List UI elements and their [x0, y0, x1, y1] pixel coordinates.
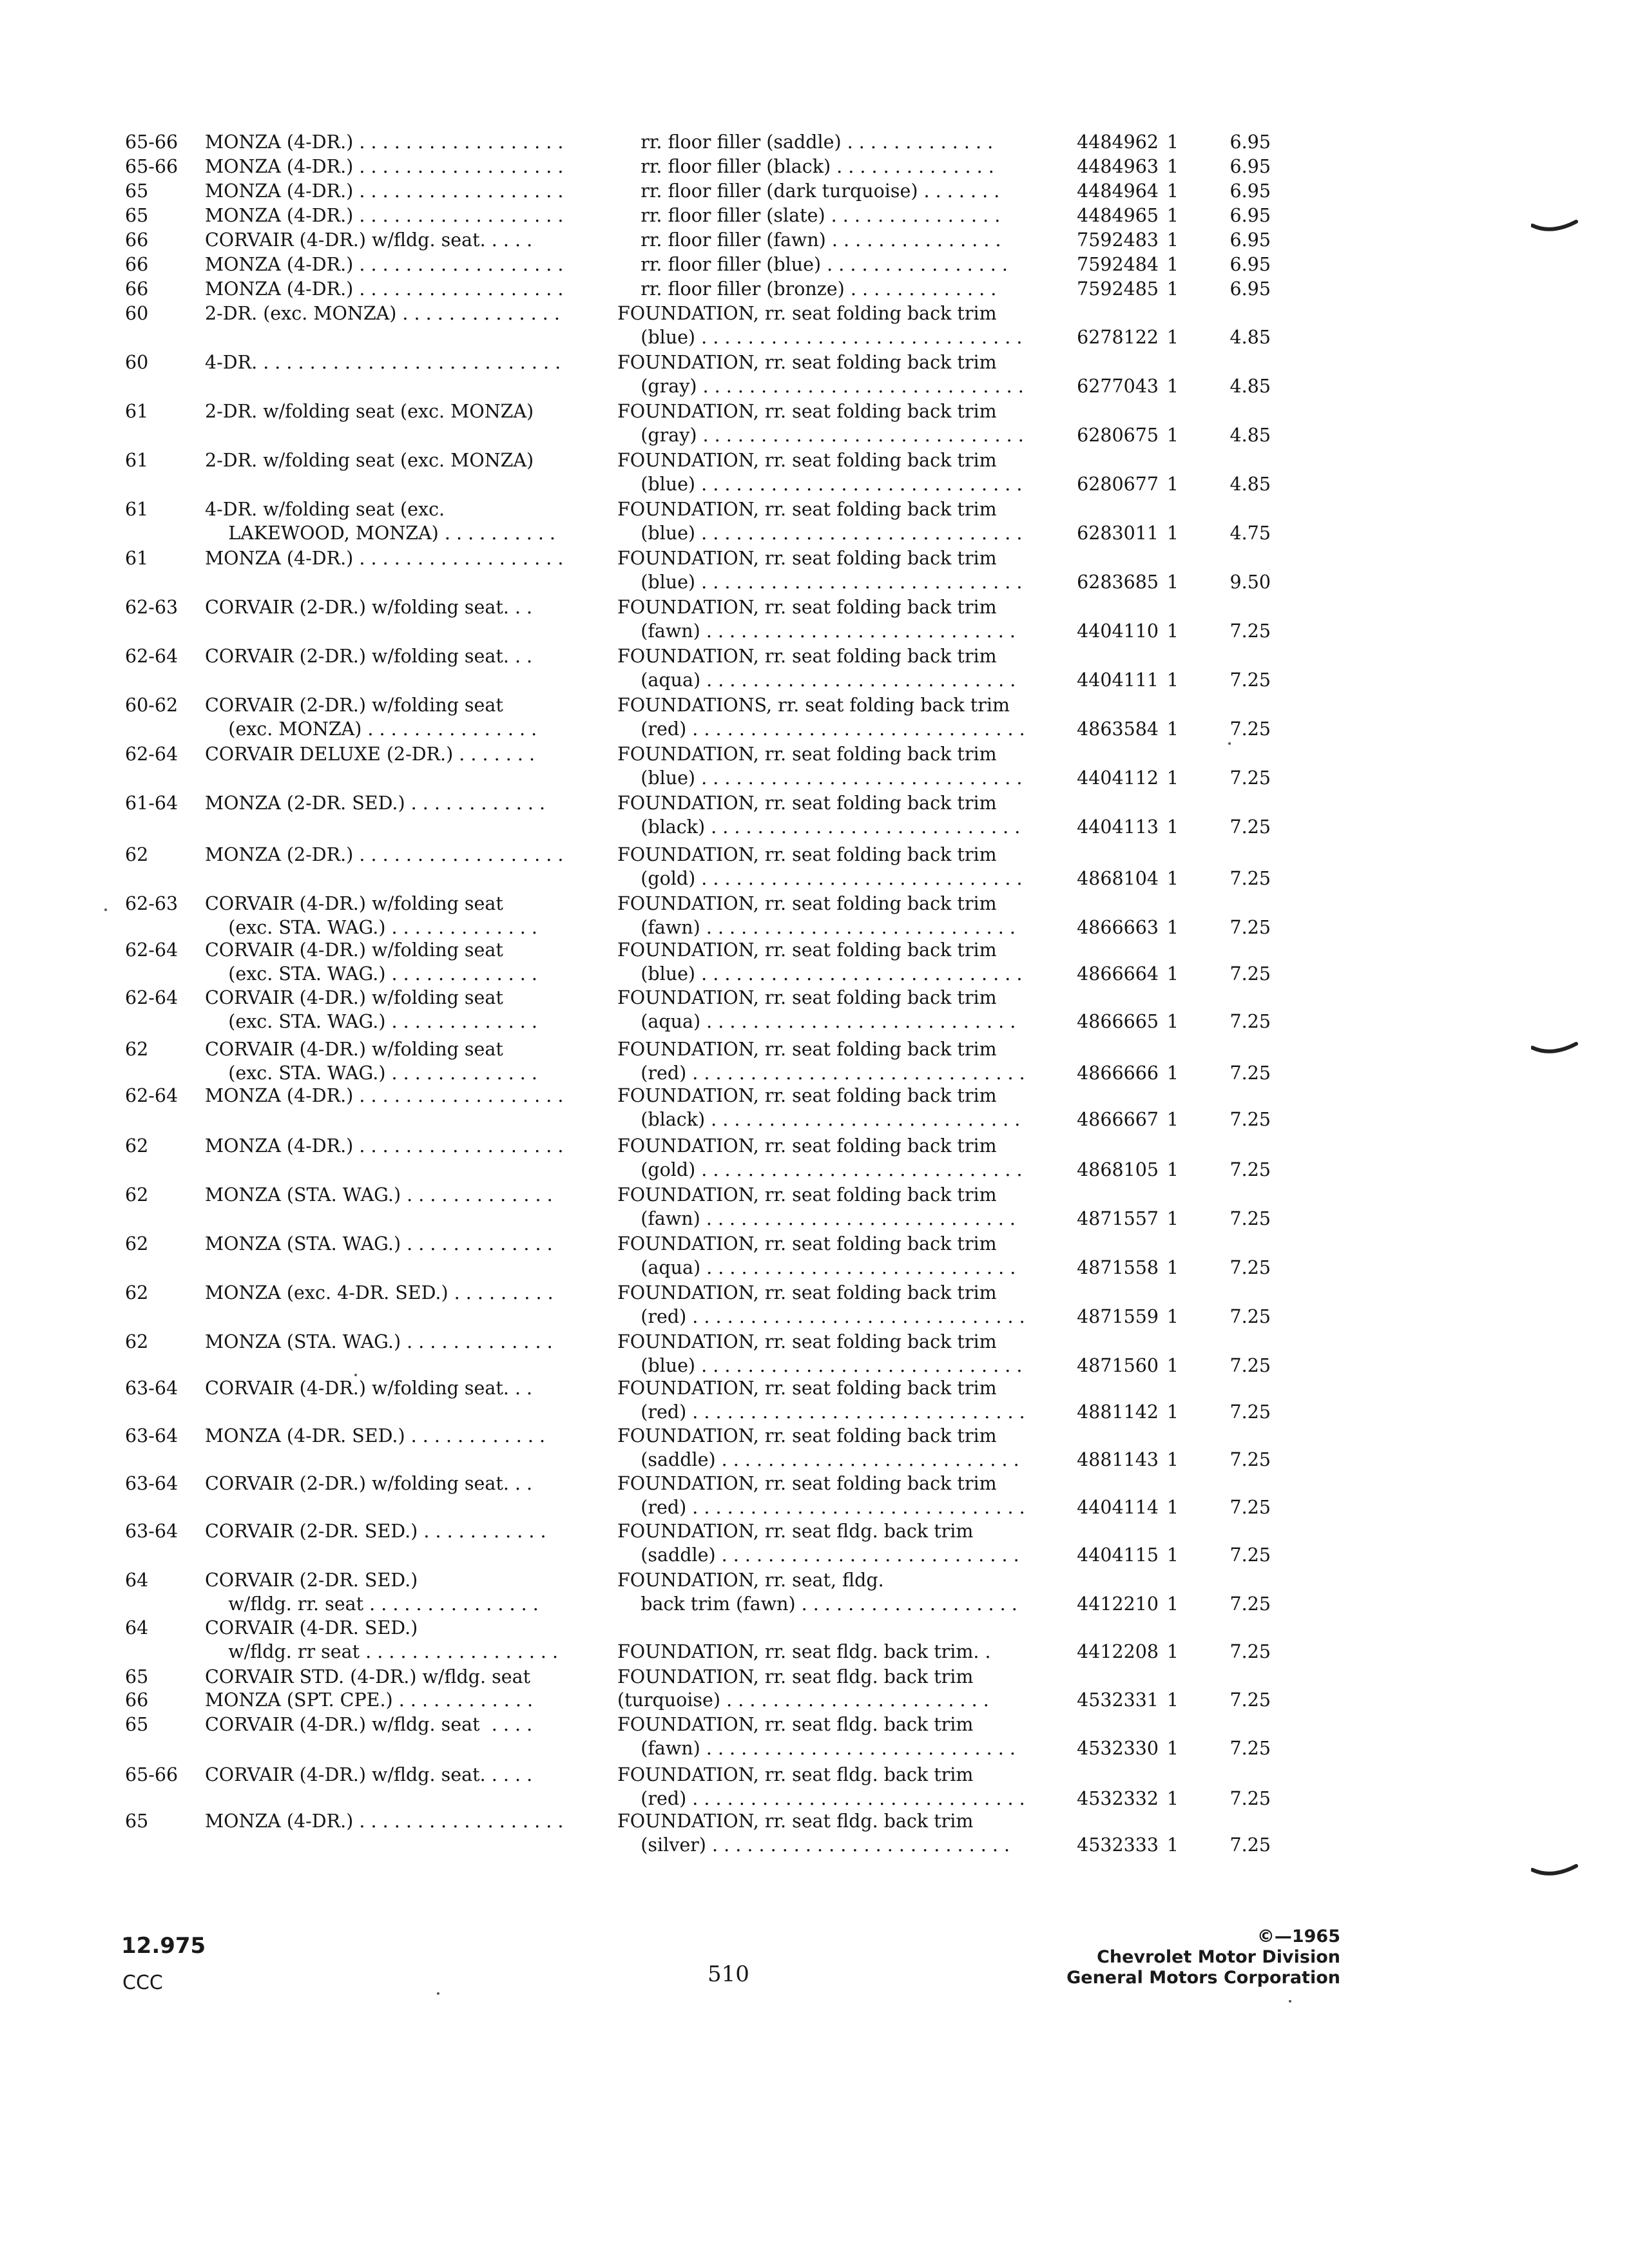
- part-description: (turquoise) . . . . . . . . . . . . . . . . . . . . . . .: [617, 1689, 989, 1711]
- part-description: FOUNDATION, rr. seat folding back trim (gold) . . . . . . . . . . . . . . . . . . . . . . . . . . . .: [617, 844, 1023, 889]
- part-number: 6283011: [1077, 523, 1159, 544]
- model-description: MONZA (4-DR.) . . . . . . . . . . . . . . . . . .: [205, 548, 564, 569]
- part-description: rr. floor filler (bronze) . . . . . . . . . . . . .: [617, 278, 997, 300]
- part-description: FOUNDATION, rr. seat fldg. back trim (fawn) . . . . . . . . . . . . . . . . . . . . . . . . . . .: [617, 1714, 1016, 1759]
- year-range: 66: [125, 229, 149, 251]
- part-number: 4866666: [1077, 1062, 1159, 1084]
- part-description: FOUNDATION, rr. seat folding back trim (blue) . . . . . . . . . . . . . . . . . . . . . . . . . . . .: [617, 303, 1023, 348]
- part-description: FOUNDATION, rr. seat folding back trim (blue) . . . . . . . . . . . . . . . . . . . . . . . . . . . .: [617, 744, 1023, 789]
- model-description: MONZA (2-DR.) . . . . . . . . . . . . . . . . . .: [205, 844, 564, 865]
- list-price: 7.25: [1229, 767, 1271, 789]
- quantity: 1: [1166, 1401, 1179, 1423]
- quantity: 1: [1166, 1355, 1179, 1376]
- list-price: 6.95: [1229, 205, 1271, 226]
- part-number: 4404112: [1077, 767, 1159, 789]
- part-description: FOUNDATION, rr. seat folding back trim (aqua) . . . . . . . . . . . . . . . . . . . . . . . . . . .: [617, 987, 1016, 1032]
- year-range: 65: [125, 205, 149, 226]
- part-number: 4404113: [1077, 816, 1159, 838]
- list-price: 4.85: [1229, 327, 1271, 348]
- part-description: FOUNDATION, rr. seat folding back trim (fawn) . . . . . . . . . . . . . . . . . . . . . . . . . . .: [617, 893, 1016, 938]
- section-number: 12.975: [121, 1933, 206, 1959]
- year-range: 65: [125, 1811, 149, 1832]
- year-range: 66: [125, 278, 149, 300]
- list-price: 4.75: [1229, 523, 1271, 544]
- list-price: 6.95: [1229, 131, 1271, 153]
- year-range: 62-64: [125, 939, 178, 961]
- quantity: 1: [1166, 205, 1179, 226]
- list-price: 6.95: [1229, 254, 1271, 275]
- year-range: 62-64: [125, 1085, 178, 1106]
- year-range: 62-64: [125, 987, 178, 1008]
- model-description: 2-DR. w/folding seat (exc. MONZA): [205, 450, 534, 471]
- list-price: 7.25: [1229, 1306, 1271, 1327]
- list-price: 6.95: [1229, 229, 1271, 251]
- section-code: CCC: [122, 1972, 163, 1994]
- model-description: MONZA (4-DR.) . . . . . . . . . . . . . . . . . .: [205, 1135, 564, 1157]
- copyright-line: ©—1965: [1257, 1927, 1340, 1946]
- model-description: MONZA (STA. WAG.) . . . . . . . . . . . . .: [205, 1184, 553, 1206]
- model-description: CORVAIR (2-DR. SED.) . . . . . . . . . . .: [205, 1521, 546, 1542]
- binder-mark-middle: [1531, 1041, 1579, 1061]
- model-description: MONZA (4-DR.) . . . . . . . . . . . . . . . . . .: [205, 1811, 564, 1832]
- part-number: 4881143: [1077, 1449, 1159, 1470]
- part-number: 7592483: [1077, 229, 1159, 251]
- list-price: 7.25: [1229, 816, 1271, 838]
- list-price: 7.25: [1229, 1544, 1271, 1566]
- year-range: 65: [125, 180, 149, 202]
- scan-speck: [1289, 2000, 1291, 2003]
- year-range: 61-64: [125, 793, 178, 814]
- model-description: MONZA (4-DR.) . . . . . . . . . . . . . . . . . .: [205, 1085, 564, 1106]
- model-description: 4-DR. w/folding seat (exc. LAKEWOOD, MONZA) . . . . . . . . . .: [205, 499, 555, 544]
- model-description: 2-DR. w/folding seat (exc. MONZA): [205, 401, 534, 422]
- quantity: 1: [1166, 1257, 1179, 1278]
- list-price: 4.85: [1229, 376, 1271, 397]
- part-number: 4404110: [1077, 620, 1159, 642]
- quantity: 1: [1166, 1449, 1179, 1470]
- catalog-entry: [0, 1713, 1629, 1771]
- part-description: FOUNDATION, rr. seat fldg. back trim (red) . . . . . . . . . . . . . . . . . . . . . . . . . . . . .: [617, 1764, 1025, 1809]
- year-range: 65: [125, 1714, 149, 1735]
- part-description: FOUNDATION, rr. seat folding back trim (aqua) . . . . . . . . . . . . . . . . . . . . . . . . . . .: [617, 646, 1016, 691]
- list-price: 7.25: [1229, 1497, 1271, 1518]
- part-number: 4881142: [1077, 1401, 1159, 1423]
- part-description: FOUNDATION, rr. seat folding back trim (blue) . . . . . . . . . . . . . . . . . . . . . . . . . . . .: [617, 939, 1023, 985]
- part-number: 4404114: [1077, 1497, 1159, 1518]
- part-number: 4868105: [1077, 1159, 1159, 1180]
- model-description: CORVAIR (4-DR.) w/folding seat (exc. STA. WAG.) . . . . . . . . . . . . .: [205, 893, 537, 938]
- list-price: 7.25: [1229, 1449, 1271, 1470]
- quantity: 1: [1166, 278, 1179, 300]
- year-range: 62-63: [125, 597, 178, 618]
- model-description: MONZA (4-DR.) . . . . . . . . . . . . . . . . . .: [205, 254, 564, 275]
- quantity: 1: [1166, 474, 1179, 495]
- part-description: FOUNDATION, rr. seat folding back trim (red) . . . . . . . . . . . . . . . . . . . . . . . . . . . . .: [617, 1378, 1025, 1423]
- quantity: 1: [1166, 229, 1179, 251]
- list-price: 9.50: [1229, 572, 1271, 593]
- part-description: FOUNDATION, rr. seat folding back trim (gold) . . . . . . . . . . . . . . . . . . . . . . . . . . . .: [617, 1135, 1023, 1180]
- model-description: CORVAIR (4-DR.) w/folding seat. . .: [205, 1378, 533, 1399]
- year-range: 65-66: [125, 156, 178, 177]
- year-range: 62-63: [125, 893, 178, 914]
- quantity: 1: [1166, 669, 1179, 691]
- quantity: 1: [1166, 1593, 1179, 1615]
- quantity: 1: [1166, 1109, 1179, 1130]
- part-description: FOUNDATION, rr. seat, fldg. back trim (fawn) . . . . . . . . . . . . . . . . . . .: [617, 1570, 1017, 1615]
- part-number: 4871557: [1077, 1208, 1159, 1229]
- model-description: CORVAIR (4-DR.) w/fldg. seat . . . .: [205, 1714, 533, 1735]
- part-number: 6283685: [1077, 572, 1159, 593]
- list-price: 6.95: [1229, 180, 1271, 202]
- quantity: 1: [1166, 1689, 1179, 1711]
- quantity: 1: [1166, 1788, 1179, 1809]
- binder-mark-top: [1531, 219, 1579, 238]
- quantity: 1: [1166, 572, 1179, 593]
- part-number: 7592484: [1077, 254, 1159, 275]
- list-price: 7.25: [1229, 669, 1271, 691]
- catalog-entry: [0, 1084, 1629, 1142]
- year-range: 62: [125, 1184, 149, 1206]
- part-description: FOUNDATION, rr. seat folding back trim (blue) . . . . . . . . . . . . . . . . . . . . . . . . . . . .: [617, 548, 1023, 593]
- part-description: FOUNDATION, rr. seat folding back trim (fawn) . . . . . . . . . . . . . . . . . . . . . . . . . . .: [617, 1184, 1016, 1229]
- part-number: 4532330: [1077, 1738, 1159, 1759]
- year-range: 66: [125, 254, 149, 275]
- year-range: 61: [125, 450, 149, 471]
- list-price: 7.25: [1229, 718, 1271, 740]
- quantity: 1: [1166, 620, 1179, 642]
- year-range: 62: [125, 1282, 149, 1303]
- quantity: 1: [1166, 963, 1179, 985]
- part-number: 4484964: [1077, 180, 1159, 202]
- list-price: 7.25: [1229, 1159, 1271, 1180]
- quantity: 1: [1166, 816, 1179, 838]
- model-description: 4-DR. . . . . . . . . . . . . . . . . . . . . . . . . . .: [205, 352, 561, 373]
- quantity: 1: [1166, 718, 1179, 740]
- part-number: 4866665: [1077, 1011, 1159, 1032]
- part-description: rr. floor filler (fawn) . . . . . . . . . . . . . . .: [617, 229, 1001, 251]
- part-number: 4863584: [1077, 718, 1159, 740]
- year-range: 62: [125, 844, 149, 865]
- year-range: 65-66: [125, 131, 178, 153]
- year-range: 62: [125, 1331, 149, 1352]
- list-price: 7.25: [1229, 1593, 1271, 1615]
- model-description: CORVAIR (4-DR. SED.) w/fldg. rr seat . . . . . . . . . . . . . . . . .: [205, 1617, 559, 1662]
- model-description: CORVAIR (4-DR.) w/fldg. seat. . . . .: [205, 1764, 533, 1785]
- part-number: 4532331: [1077, 1689, 1159, 1711]
- part-description: FOUNDATION, rr. seat folding back trim (blue) . . . . . . . . . . . . . . . . . . . . . . . . . . . .: [617, 1331, 1023, 1376]
- corporation-name: General Motors Corporation: [1066, 1968, 1340, 1988]
- part-description: FOUNDATION, rr. seat folding back trim (saddle) . . . . . . . . . . . . . . . . . . . . . . . . . .: [617, 1425, 1019, 1470]
- part-description: FOUNDATION, rr. seat folding back trim (blue) . . . . . . . . . . . . . . . . . . . . . . . . . . . .: [617, 450, 1023, 495]
- catalog-entry: [0, 791, 1629, 849]
- part-description: rr. floor filler (black) . . . . . . . . . . . . . .: [617, 156, 994, 177]
- quantity: 1: [1166, 1497, 1179, 1518]
- part-number: 6280675: [1077, 425, 1159, 446]
- part-number: 6278122: [1077, 327, 1159, 348]
- part-number: 4866663: [1077, 917, 1159, 938]
- year-range: 63-64: [125, 1473, 178, 1494]
- year-range: 62: [125, 1233, 149, 1254]
- part-number: 4871560: [1077, 1355, 1159, 1376]
- year-range: 64: [125, 1570, 149, 1591]
- list-price: 7.25: [1229, 1355, 1271, 1376]
- model-description: MONZA (STA. WAG.) . . . . . . . . . . . . .: [205, 1233, 553, 1254]
- year-range: 65: [125, 1666, 149, 1687]
- part-number: 4484962: [1077, 131, 1159, 153]
- model-description: 2-DR. (exc. MONZA) . . . . . . . . . . . . . .: [205, 303, 560, 324]
- model-description: CORVAIR (2-DR. SED.) w/fldg. rr. seat . . . . . . . . . . . . . . .: [205, 1570, 539, 1615]
- quantity: 1: [1166, 868, 1179, 889]
- list-price: 7.25: [1229, 1641, 1271, 1662]
- year-range: 62: [125, 1039, 149, 1060]
- model-description: CORVAIR (2-DR.) w/folding seat. . .: [205, 597, 533, 618]
- part-number: 4868104: [1077, 868, 1159, 889]
- list-price: 7.25: [1229, 1834, 1271, 1856]
- year-range: 61: [125, 548, 149, 569]
- part-description: FOUNDATION, rr. seat folding back trim (fawn) . . . . . . . . . . . . . . . . . . . . . . . . . . .: [617, 597, 1016, 642]
- part-description: FOUNDATION, rr. seat fldg. back trim (saddle) . . . . . . . . . . . . . . . . . . . . . . . . . .: [617, 1521, 1019, 1566]
- part-description: FOUNDATION, rr. seat fldg. back trim. .: [617, 1641, 991, 1662]
- list-price: 7.25: [1229, 1109, 1271, 1130]
- year-range: 60: [125, 352, 149, 373]
- part-description: FOUNDATION, rr. seat folding back trim (gray) . . . . . . . . . . . . . . . . . . . . . . . . . . . .: [617, 352, 1024, 397]
- model-description: MONZA (exc. 4-DR. SED.) . . . . . . . . .: [205, 1282, 554, 1303]
- list-price: 7.25: [1229, 1738, 1271, 1759]
- part-description: FOUNDATION, rr. seat folding back trim (black) . . . . . . . . . . . . . . . . . . . . . . . . . . .: [617, 1085, 1021, 1130]
- model-description: MONZA (2-DR. SED.) . . . . . . . . . . . .: [205, 793, 546, 814]
- model-description: MONZA (4-DR. SED.) . . . . . . . . . . . .: [205, 1425, 546, 1446]
- part-description: rr. floor filler (saddle) . . . . . . . . . . . . .: [617, 131, 994, 153]
- model-description: CORVAIR (2-DR.) w/folding seat. . .: [205, 646, 533, 667]
- year-range: 66: [125, 1689, 149, 1711]
- list-price: 7.25: [1229, 868, 1271, 889]
- model-description: MONZA (4-DR.) . . . . . . . . . . . . . . . . . .: [205, 278, 564, 300]
- year-range: 63-64: [125, 1521, 178, 1542]
- year-range: 65-66: [125, 1764, 178, 1785]
- list-price: 4.85: [1229, 474, 1271, 495]
- part-description: rr. floor filler (blue) . . . . . . . . . . . . . . . .: [617, 254, 1008, 275]
- part-description: FOUNDATION, rr. seat fldg. back trim: [617, 1666, 974, 1687]
- model-description: MONZA (SPT. CPE.) . . . . . . . . . . . .: [205, 1689, 534, 1711]
- part-number: 6277043: [1077, 376, 1159, 397]
- year-range: 63-64: [125, 1378, 178, 1399]
- year-range: 60-62: [125, 695, 178, 716]
- scan-speck: [437, 1992, 439, 1995]
- model-description: CORVAIR (4-DR.) w/folding seat (exc. STA. WAG.) . . . . . . . . . . . . .: [205, 939, 537, 985]
- model-description: CORVAIR (4-DR.) w/folding seat (exc. STA. WAG.) . . . . . . . . . . . . .: [205, 1039, 537, 1084]
- part-description: FOUNDATION, rr. seat folding back trim (red) . . . . . . . . . . . . . . . . . . . . . . . . . . . . .: [617, 1473, 1025, 1518]
- part-number: 4412208: [1077, 1641, 1159, 1662]
- year-range: 62-64: [125, 744, 178, 765]
- list-price: 7.25: [1229, 1257, 1271, 1278]
- part-number: 4484965: [1077, 205, 1159, 226]
- quantity: 1: [1166, 254, 1179, 275]
- binder-mark-bottom: [1531, 1863, 1579, 1883]
- part-description: FOUNDATION, rr. seat folding back trim (red) . . . . . . . . . . . . . . . . . . . . . . . . . . . . .: [617, 1282, 1025, 1327]
- model-description: CORVAIR STD. (4-DR.) w/fldg. seat: [205, 1666, 531, 1687]
- part-number: 7592485: [1077, 278, 1159, 300]
- quantity: 1: [1166, 327, 1179, 348]
- list-price: 7.25: [1229, 1011, 1271, 1032]
- model-description: MONZA (4-DR.) . . . . . . . . . . . . . . . . . .: [205, 180, 564, 202]
- part-number: 4404115: [1077, 1544, 1159, 1566]
- part-number: 6280677: [1077, 474, 1159, 495]
- quantity: 1: [1166, 1834, 1179, 1856]
- model-description: CORVAIR (4-DR.) w/fldg. seat. . . . .: [205, 229, 533, 251]
- model-description: MONZA (4-DR.) . . . . . . . . . . . . . . . . . .: [205, 156, 564, 177]
- quantity: 1: [1166, 1011, 1179, 1032]
- model-description: CORVAIR DELUXE (2-DR.) . . . . . . .: [205, 744, 535, 765]
- part-description: FOUNDATION, rr. seat folding back trim (blue) . . . . . . . . . . . . . . . . . . . . . . . . . . . .: [617, 499, 1023, 544]
- list-price: 7.25: [1229, 1401, 1271, 1423]
- part-description: FOUNDATION, rr. seat folding back trim (gray) . . . . . . . . . . . . . . . . . . . . . . . . . . . .: [617, 401, 1024, 446]
- list-price: 7.25: [1229, 1788, 1271, 1809]
- part-description: FOUNDATION, rr. seat folding back trim (aqua) . . . . . . . . . . . . . . . . . . . . . . . . . . .: [617, 1233, 1016, 1278]
- list-price: 7.25: [1229, 620, 1271, 642]
- part-number: 4484963: [1077, 156, 1159, 177]
- year-range: 61: [125, 401, 149, 422]
- scan-speck: [104, 908, 107, 911]
- year-range: 64: [125, 1617, 149, 1639]
- list-price: 7.25: [1229, 1689, 1271, 1711]
- copyright-block: [1066, 1927, 1340, 1988]
- year-range: 63-64: [125, 1425, 178, 1446]
- part-number: 4871558: [1077, 1257, 1159, 1278]
- list-price: 6.95: [1229, 156, 1271, 177]
- quantity: 1: [1166, 1641, 1179, 1662]
- part-description: rr. floor filler (slate) . . . . . . . . . . . . . . .: [617, 205, 1001, 226]
- page-number: 510: [708, 1961, 749, 1987]
- catalog-entry: [0, 986, 1629, 1044]
- model-description: MONZA (STA. WAG.) . . . . . . . . . . . . .: [205, 1331, 553, 1352]
- part-number: 4404111: [1077, 669, 1159, 691]
- quantity: 1: [1166, 425, 1179, 446]
- division-name: Chevrolet Motor Division: [1097, 1947, 1340, 1967]
- part-description: FOUNDATION, rr. seat fldg. back trim (silver) . . . . . . . . . . . . . . . . . . . . . . . . . .: [617, 1811, 1010, 1856]
- quantity: 1: [1166, 917, 1179, 938]
- quantity: 1: [1166, 1738, 1179, 1759]
- list-price: 7.25: [1229, 963, 1271, 985]
- model-description: CORVAIR (2-DR.) w/folding seat (exc. MONZA) . . . . . . . . . . . . . . .: [205, 695, 537, 740]
- model-description: CORVAIR (2-DR.) w/folding seat. . .: [205, 1473, 533, 1494]
- model-description: MONZA (4-DR.) . . . . . . . . . . . . . . . . . .: [205, 205, 564, 226]
- quantity: 1: [1166, 1062, 1179, 1084]
- year-range: 62-64: [125, 646, 178, 667]
- quantity: 1: [1166, 767, 1179, 789]
- part-description: rr. floor filler (dark turquoise) . . . . . . .: [617, 180, 1000, 202]
- quantity: 1: [1166, 131, 1179, 153]
- scan-speck: [354, 1374, 357, 1376]
- quantity: 1: [1166, 1306, 1179, 1327]
- list-price: 7.25: [1229, 1062, 1271, 1084]
- part-description: FOUNDATIONS, rr. seat folding back trim (red) . . . . . . . . . . . . . . . . . . . . . . . . . . . . .: [617, 695, 1025, 740]
- list-price: 6.95: [1229, 278, 1271, 300]
- part-number: 4866667: [1077, 1109, 1159, 1130]
- list-price: 7.25: [1229, 1208, 1271, 1229]
- part-number: 4866664: [1077, 963, 1159, 985]
- part-number: 4871559: [1077, 1306, 1159, 1327]
- quantity: 1: [1166, 156, 1179, 177]
- model-description: MONZA (4-DR.) . . . . . . . . . . . . . . . . . .: [205, 131, 564, 153]
- part-description: FOUNDATION, rr. seat folding back trim (red) . . . . . . . . . . . . . . . . . . . . . . . . . . . . .: [617, 1039, 1025, 1084]
- model-description: CORVAIR (4-DR.) w/folding seat (exc. STA. WAG.) . . . . . . . . . . . . .: [205, 987, 537, 1032]
- part-number: 4532333: [1077, 1834, 1159, 1856]
- scan-speck: [1228, 742, 1231, 745]
- quantity: 1: [1166, 1208, 1179, 1229]
- catalog-entry: [0, 1809, 1629, 1867]
- quantity: 1: [1166, 1544, 1179, 1566]
- list-price: 7.25: [1229, 917, 1271, 938]
- year-range: 60: [125, 303, 149, 324]
- quantity: 1: [1166, 376, 1179, 397]
- part-description: FOUNDATION, rr. seat folding back trim (black) . . . . . . . . . . . . . . . . . . . . . . . . . . .: [617, 793, 1021, 838]
- part-number: 4412210: [1077, 1593, 1159, 1615]
- year-range: 61: [125, 499, 149, 520]
- year-range: 62: [125, 1135, 149, 1157]
- quantity: 1: [1166, 1159, 1179, 1180]
- quantity: 1: [1166, 523, 1179, 544]
- quantity: 1: [1166, 180, 1179, 202]
- part-number: 4532332: [1077, 1788, 1159, 1809]
- list-price: 4.85: [1229, 425, 1271, 446]
